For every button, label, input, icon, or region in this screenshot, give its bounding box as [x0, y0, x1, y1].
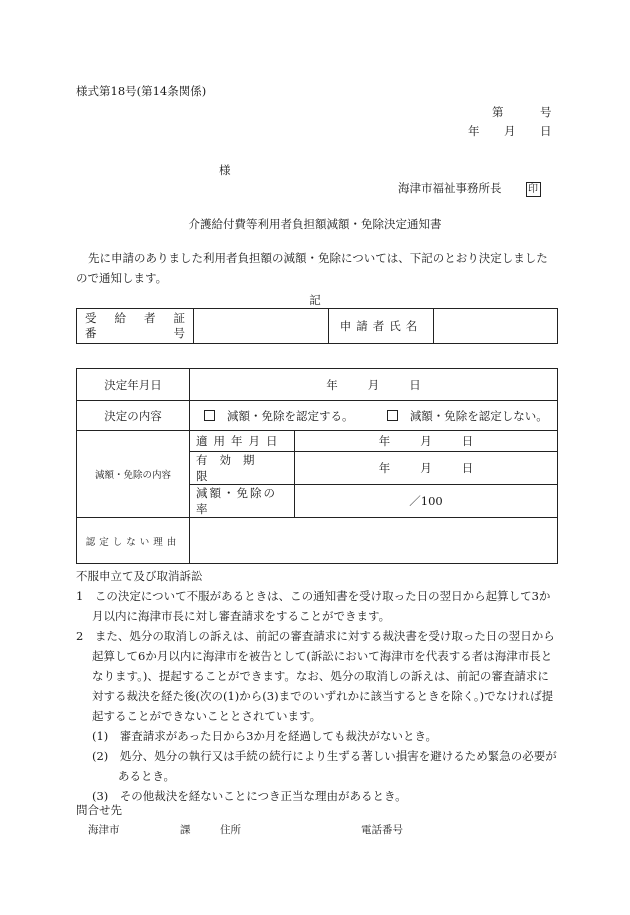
deny-option-label: 減額・免除を認定しない。: [409, 408, 548, 423]
decision-date-label: 決定年月日: [77, 369, 190, 401]
cert-number-value[interactable]: [194, 309, 329, 344]
valid-until-value[interactable]: 年 月 日: [295, 452, 558, 485]
addressee-suffix: 様: [219, 163, 231, 177]
decision-date-value[interactable]: 年 月 日: [190, 369, 558, 401]
doc-number-go: 号: [540, 105, 552, 119]
decision-options: [190, 401, 558, 431]
deny-reason-value[interactable]: [190, 518, 558, 564]
reduction-rate-value[interactable]: ／100: [295, 485, 558, 518]
approve-checkbox[interactable]: [204, 410, 215, 421]
reduction-content-label: 減額・免除の内容: [77, 431, 190, 518]
doc-number-dai: 第: [492, 105, 504, 119]
form-number: 様式第18号(第14条関係): [76, 84, 207, 98]
date-day-label: 日: [540, 124, 552, 138]
contact-section: 課: [180, 824, 191, 836]
contact-heading: 問合せ先: [76, 803, 122, 817]
applied-date-label: 適用年月日: [190, 431, 295, 452]
appeal-heading: 不服申立て及び取消訴訟: [76, 569, 203, 583]
valid-until-label: 有効期限: [190, 452, 295, 485]
appeal-subitem-2: (2) 処分、処分の執行又は手続の続行により生ずる著しい損害を避けるため緊急の必要があるとき。: [92, 749, 557, 783]
deny-checkbox[interactable]: [387, 410, 398, 421]
appeal-subitem-3: (3) その他裁決を経ないことにつき正当な理由があるとき。: [92, 789, 407, 803]
date-month-label: 月: [504, 124, 516, 138]
issuer-name: 海津市福祉事務所長: [398, 181, 502, 195]
appeal-item-2: 2 また、処分の取消しの訴えは、前記の審査請求に対する裁決書を受け取った日の翌日から起算して6か月以内に海津市を被告として(訴訟において海津市を代表する者は海津市長となります。)、提起することができます。なお、処分の取消しの訴えは、前記の審査請求に対する裁決を経た後(次の(1)から(3)までのいずれかに該当するときを除く。)でなければ提起することができないこととされています。: [76, 629, 555, 723]
appeal-subitem-1: (1) 審査請求があった日から3か月を経過しても裁決がないとき。: [92, 729, 438, 743]
applicant-name-label: 申請者氏名: [329, 309, 434, 344]
intro-paragraph: 先に申請のありました利用者負担額の減額・免除については、下記のとおり決定しましたので通知します。: [76, 251, 548, 285]
contact-city: 海津市: [88, 824, 120, 836]
decision-table: [76, 368, 558, 564]
contact-phone-label: 電話番号: [361, 824, 403, 836]
contact-address-label: 住所: [220, 824, 241, 836]
appeal-section: [76, 566, 558, 806]
applied-date-value[interactable]: 年 月 日: [295, 431, 558, 452]
deny-reason-label: 認定しない理由: [77, 518, 190, 564]
seal-mark: 印: [526, 182, 541, 197]
issuer: [398, 180, 541, 197]
decision-content-label: 決定の内容: [77, 401, 190, 431]
approve-option-label: 減額・免除を認定する。: [227, 408, 354, 423]
recipient-table: [76, 308, 558, 344]
document-title: 介護給付費等利用者負担額減額・免除決定通知書: [188, 217, 442, 231]
date-year-label: 年: [468, 124, 480, 138]
reduction-rate-label: 減額・免除の率: [190, 485, 295, 518]
cert-number-label: 受 給 者 証 番 号: [77, 309, 194, 344]
applicant-name-value[interactable]: [434, 309, 558, 344]
ki-mark: 記: [309, 293, 321, 307]
appeal-item-1: 1 この決定について不服があるときは、この通知書を受け取った日の翌日から起算して3か月以内に海津市長に対し審査請求をすることができます。: [76, 589, 551, 623]
